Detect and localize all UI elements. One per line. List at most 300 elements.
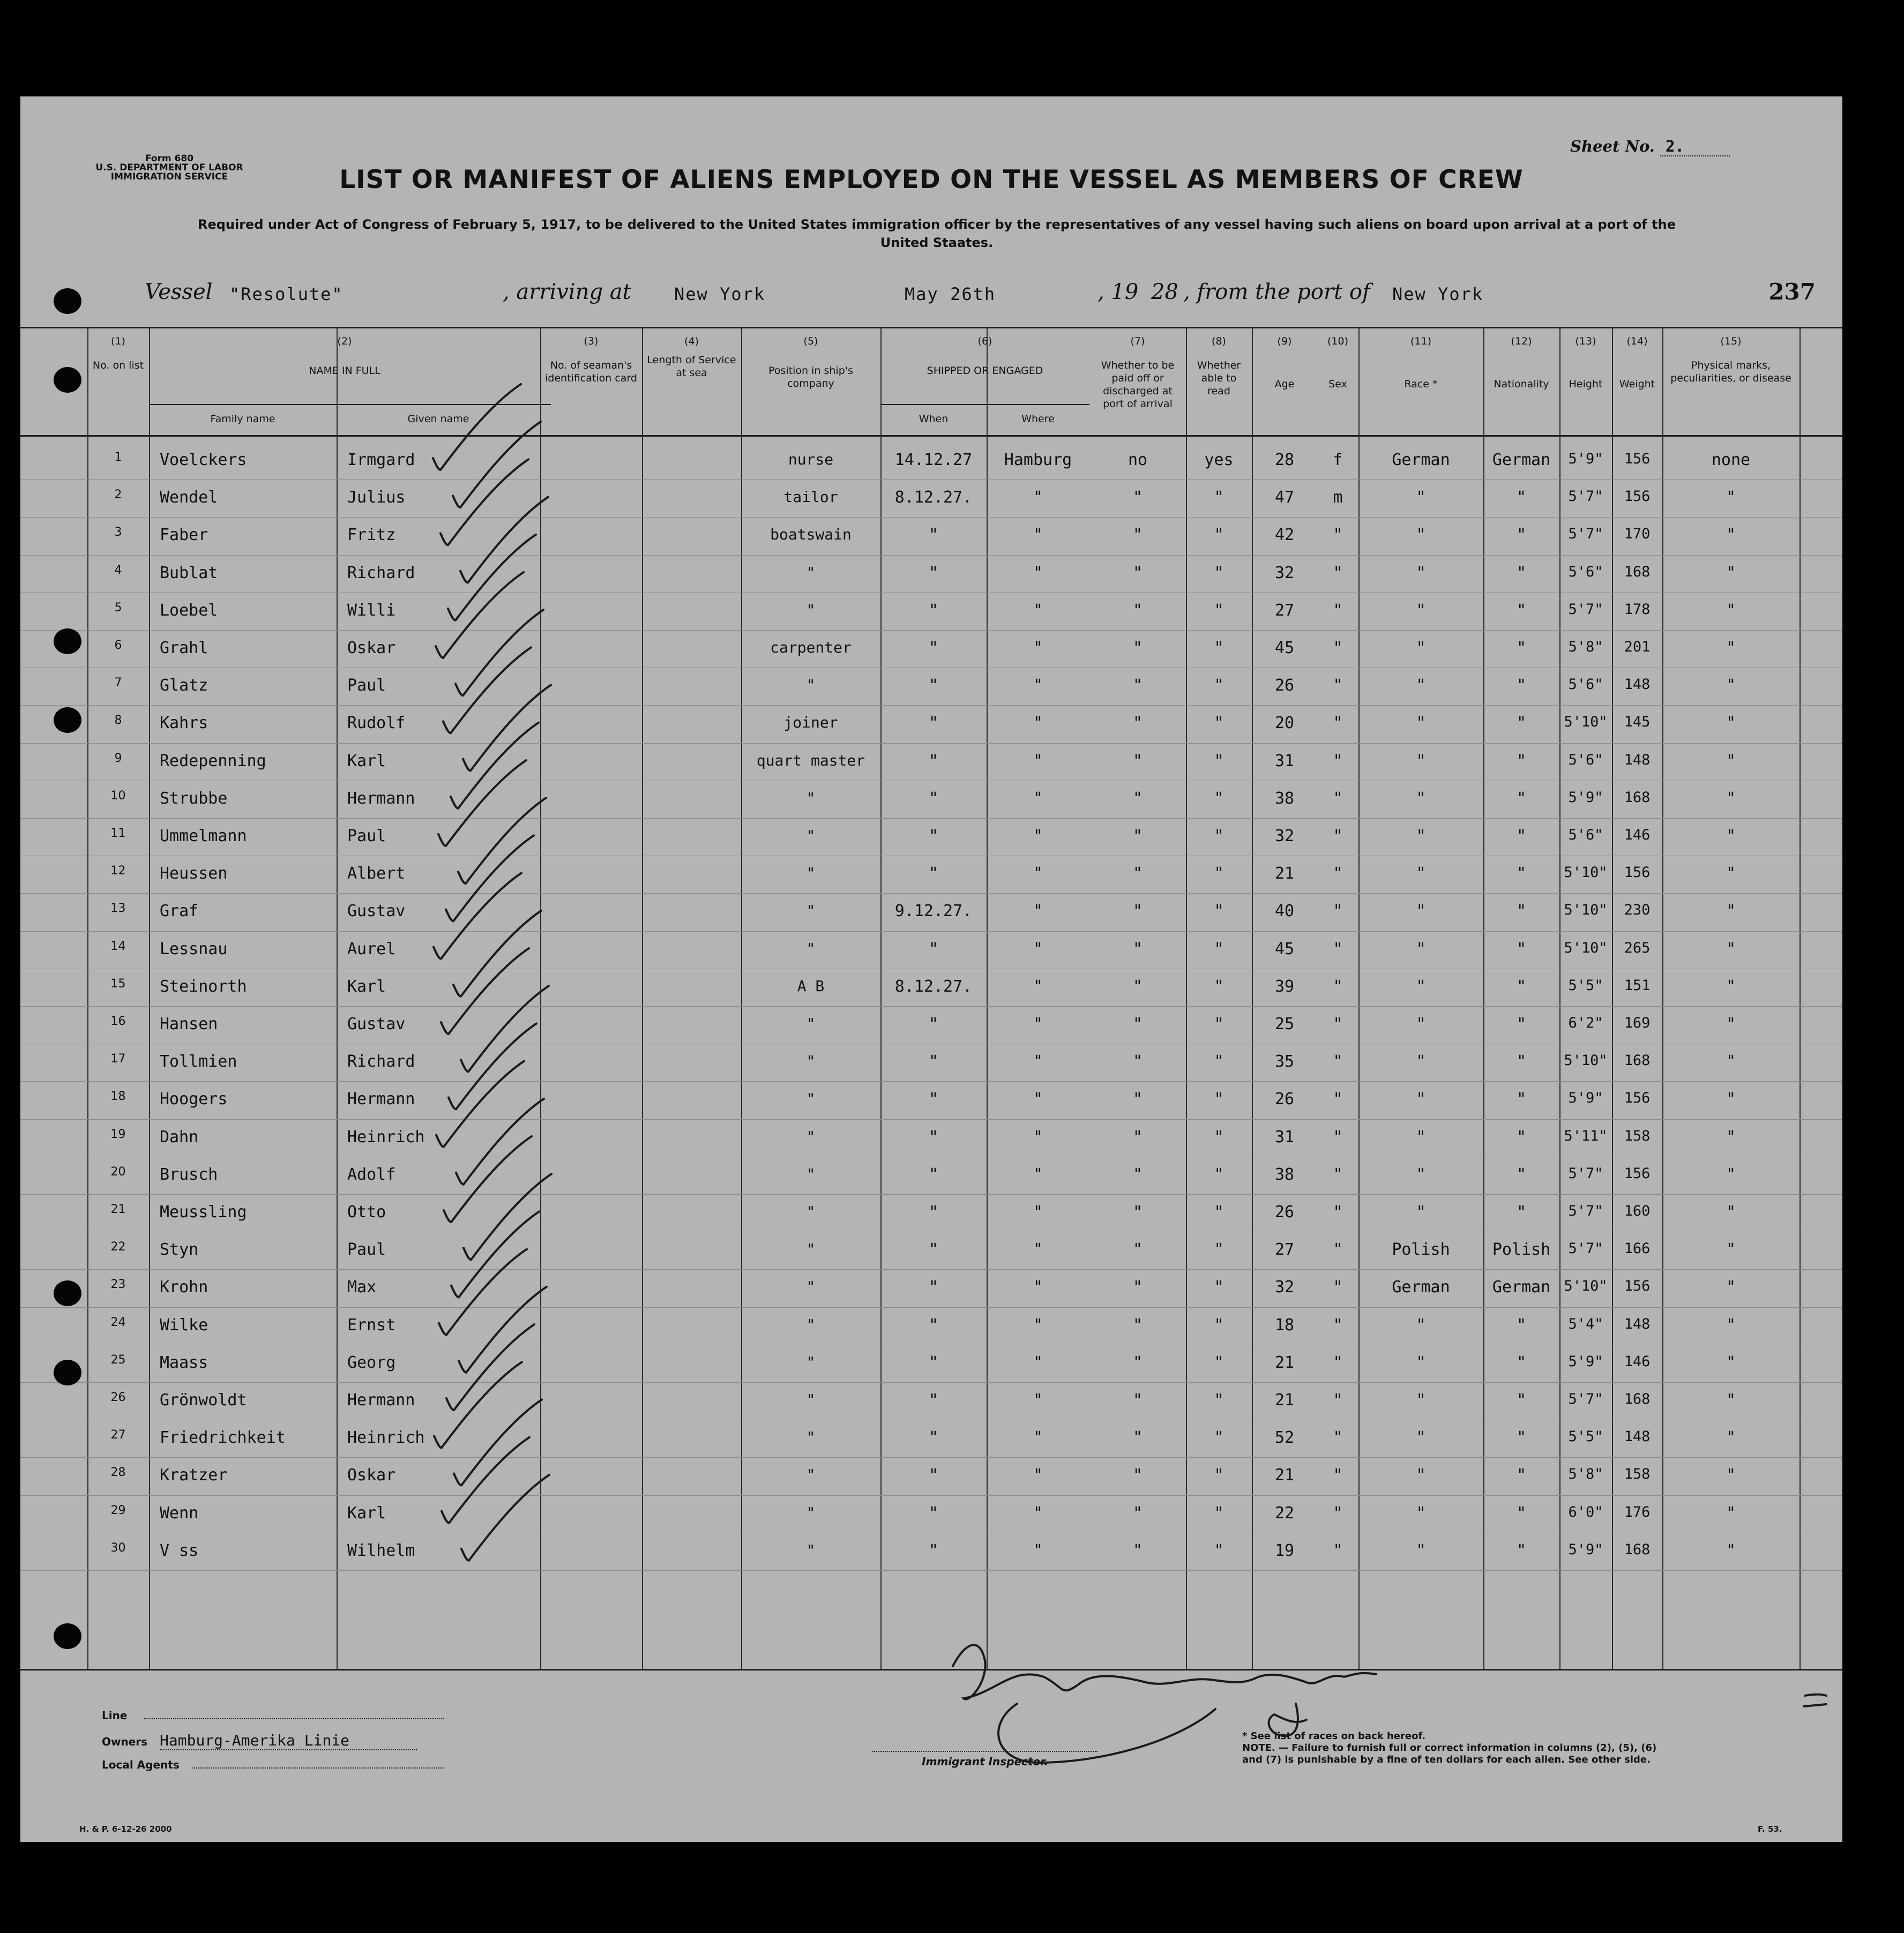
shipped-where: " <box>1033 714 1043 733</box>
paid-off: no <box>1128 451 1148 469</box>
height: 5'9" <box>1568 1541 1603 1558</box>
able-to-read: " <box>1214 1015 1224 1033</box>
header-position: Position in ship's company <box>768 365 853 389</box>
given-name: Albert <box>347 864 406 883</box>
shipped-where: " <box>1033 1315 1043 1335</box>
physical-marks: " <box>1726 1315 1736 1335</box>
position: quart master <box>756 751 865 769</box>
race: " <box>1416 676 1426 695</box>
shipped-when: " <box>928 1503 939 1523</box>
race: " <box>1416 1391 1426 1410</box>
row-number: 8 <box>114 714 122 728</box>
shipped-when: " <box>928 864 939 883</box>
row-number: 3 <box>114 526 122 540</box>
weight: 151 <box>1624 977 1651 994</box>
able-to-read: " <box>1214 1353 1224 1372</box>
shipped-where: " <box>1033 864 1043 883</box>
physical-marks: " <box>1726 1127 1736 1147</box>
nationality: " <box>1516 1466 1527 1485</box>
year-prefix: , 19 <box>1097 280 1139 304</box>
shipped-when: " <box>928 1203 939 1222</box>
race-note: * See list of races on back hereof. <box>1242 1730 1426 1742</box>
shipped-when: " <box>928 1353 939 1372</box>
family-name: Hansen <box>160 1015 218 1033</box>
sex: " <box>1333 751 1343 770</box>
race: " <box>1416 789 1426 808</box>
race: " <box>1416 601 1426 620</box>
paid-off: " <box>1132 1278 1143 1297</box>
physical-marks: " <box>1726 1466 1736 1485</box>
column-number: (15) <box>1720 335 1742 347</box>
shipped-where: " <box>1033 1015 1043 1033</box>
weight: 178 <box>1624 601 1651 618</box>
nationality: " <box>1516 1203 1527 1222</box>
height: 5'10" <box>1564 1052 1608 1069</box>
shipped-where: " <box>1033 526 1043 545</box>
position: " <box>806 601 816 619</box>
shipped-where: " <box>1033 789 1043 808</box>
column-number: (14) <box>1626 335 1648 347</box>
race: Polish <box>1392 1240 1450 1260</box>
family-name: Styn <box>160 1240 199 1260</box>
given-name: Hermann <box>347 1090 415 1109</box>
physical-marks: " <box>1726 601 1736 620</box>
column-number: (10) <box>1327 335 1348 347</box>
position: " <box>806 827 816 844</box>
row-number: 13 <box>110 902 126 916</box>
age: 27 <box>1274 601 1295 620</box>
column-number: (5) <box>803 335 818 347</box>
physical-marks: " <box>1726 1428 1736 1448</box>
height: 5'9" <box>1568 1090 1603 1107</box>
given-name: Hermann <box>347 1391 415 1410</box>
height: 5'10" <box>1564 902 1608 919</box>
position: " <box>806 1052 816 1070</box>
position: " <box>806 1015 816 1032</box>
arriving-port: New York <box>674 284 766 304</box>
position: nurse <box>788 451 834 468</box>
age: 21 <box>1274 864 1295 883</box>
shipped-where: " <box>1033 488 1043 507</box>
row-number: 10 <box>110 789 126 803</box>
department-name: U.S. DEPARTMENT OF LABOR <box>95 162 243 173</box>
race: " <box>1416 864 1426 883</box>
given-name: Adolf <box>347 1165 396 1184</box>
shipped-when: " <box>928 1278 939 1297</box>
binder-hole <box>54 367 81 393</box>
family-name: Strubbe <box>160 789 228 808</box>
row-number: 30 <box>110 1541 126 1555</box>
given-name: Georg <box>347 1353 396 1372</box>
given-name: Julius <box>347 488 406 507</box>
check-mark-icon <box>453 911 541 997</box>
check-mark-icon <box>436 1061 524 1147</box>
height: 6'2" <box>1568 1015 1603 1031</box>
shipped-when: " <box>928 1090 939 1109</box>
nationality: Polish <box>1492 1240 1551 1260</box>
nationality: German <box>1492 451 1551 469</box>
check-mark-icon <box>443 647 531 733</box>
height: 5'7" <box>1568 1240 1603 1257</box>
able-to-read: " <box>1214 488 1224 507</box>
position: boatswain <box>770 526 852 544</box>
row-number: 6 <box>114 639 122 652</box>
column-number: (12) <box>1511 335 1532 347</box>
shipped-when: " <box>928 751 939 770</box>
physical-marks: " <box>1726 1353 1736 1372</box>
check-mark-icon <box>454 1399 542 1485</box>
family-name: Grönwoldt <box>160 1391 247 1410</box>
physical-marks: " <box>1726 1503 1736 1523</box>
check-mark-icon <box>459 1287 547 1373</box>
page-subtitle: Required under Act of Congress of February 5, 1917, to be delivered to the United States immigration officer by the representatives of any vessel having such aliens on board upon arrival at a port of the United Staates. <box>197 217 1676 250</box>
row-number: 16 <box>110 1015 126 1028</box>
sex: " <box>1333 1203 1343 1222</box>
race: " <box>1416 1315 1426 1335</box>
check-mark-icon <box>433 384 521 470</box>
race: " <box>1416 1165 1426 1184</box>
able-to-read: " <box>1214 902 1224 921</box>
height: 5'8" <box>1568 1466 1603 1483</box>
able-to-read: " <box>1214 676 1224 695</box>
race: " <box>1416 526 1426 545</box>
race: " <box>1416 1353 1426 1372</box>
position: " <box>806 1127 816 1145</box>
able-to-read: " <box>1214 751 1224 770</box>
sheet-label: Sheet No. <box>1570 137 1655 155</box>
physical-marks: none <box>1711 451 1751 469</box>
given-name: Karl <box>347 977 386 996</box>
height: 5'7" <box>1568 526 1603 543</box>
column-number: (9) <box>1277 335 1292 347</box>
age: 32 <box>1274 827 1295 845</box>
paid-off: " <box>1132 1090 1143 1109</box>
paid-off: " <box>1132 902 1143 921</box>
paid-off: " <box>1132 1428 1143 1448</box>
given-name: Oskar <box>347 639 396 657</box>
paid-off: " <box>1132 601 1143 620</box>
shipped-where: " <box>1033 639 1043 657</box>
shipped-where: " <box>1033 1466 1043 1485</box>
weight: 148 <box>1624 751 1651 768</box>
check-mark-icon <box>456 1099 544 1185</box>
check-mark-icon <box>456 610 543 695</box>
given-name: Karl <box>347 751 386 770</box>
shipped-where: " <box>1033 676 1043 695</box>
given-name: Paul <box>347 827 386 845</box>
race: German <box>1392 1278 1450 1297</box>
able-to-read: " <box>1214 789 1224 808</box>
age: 26 <box>1274 676 1295 695</box>
check-mark-icon <box>460 497 548 583</box>
check-mark-icon <box>434 873 521 959</box>
height: 5'9" <box>1568 789 1603 806</box>
given-name: Gustav <box>347 1015 406 1033</box>
check-mark-icon <box>446 835 534 921</box>
check-mark-icon <box>442 1437 529 1523</box>
shipped-where: " <box>1033 1127 1043 1147</box>
position: " <box>806 1466 816 1484</box>
shipped-when: " <box>928 1391 939 1410</box>
manifest-sheet <box>20 96 1842 1842</box>
sex: " <box>1333 977 1343 996</box>
nationality: " <box>1516 1015 1527 1033</box>
height: 5'5" <box>1568 977 1603 994</box>
column-number: (11) <box>1410 335 1431 347</box>
sex: " <box>1333 639 1343 657</box>
paid-off: " <box>1132 526 1143 545</box>
family-name: Steinorth <box>160 977 247 996</box>
weight: 168 <box>1624 563 1651 580</box>
row-number: 18 <box>110 1090 126 1104</box>
row-number: 17 <box>110 1052 126 1066</box>
row-number: 12 <box>110 864 126 878</box>
header-family-name: Family name <box>210 413 275 425</box>
physical-marks: " <box>1726 977 1736 996</box>
sex: " <box>1333 1541 1343 1560</box>
given-name: Rudolf <box>347 714 406 733</box>
page-number: 237 <box>1768 279 1816 305</box>
sex: " <box>1333 789 1343 808</box>
family-name: Wilke <box>160 1315 208 1335</box>
check-mark-icon <box>461 986 549 1072</box>
able-to-read: " <box>1214 1203 1224 1222</box>
shipped-where: " <box>1033 977 1043 996</box>
sex: " <box>1333 939 1343 958</box>
check-mark-icon <box>444 1136 532 1222</box>
check-mark-icon <box>440 459 528 545</box>
vessel-label: Vessel <box>145 280 213 304</box>
able-to-read: " <box>1214 1391 1224 1410</box>
race: " <box>1416 1503 1426 1523</box>
family-name: Friedrichkeit <box>160 1428 286 1448</box>
handwritten-page-mark <box>1804 1695 1826 1706</box>
age: 42 <box>1274 526 1295 545</box>
able-to-read: " <box>1214 1127 1224 1147</box>
given-name: Heinrich <box>347 1428 425 1448</box>
physical-marks: " <box>1726 676 1736 695</box>
shipped-when: " <box>928 1541 939 1560</box>
shipped-when: " <box>928 1127 939 1147</box>
sex: " <box>1333 714 1343 733</box>
check-mark-icon <box>451 1211 539 1297</box>
sex: " <box>1333 601 1343 620</box>
sex: " <box>1333 1503 1343 1523</box>
shipped-when: " <box>928 827 939 845</box>
row-number: 15 <box>110 977 126 991</box>
position: " <box>806 1353 816 1371</box>
physical-marks: " <box>1726 902 1736 921</box>
local-agents-label: Local Agents <box>102 1758 180 1771</box>
inspector-signature <box>953 1645 1376 1763</box>
given-name: Karl <box>347 1503 386 1523</box>
weight: 230 <box>1624 902 1651 919</box>
header-shipped: SHIPPED OR ENGAGED <box>927 365 1043 377</box>
paid-off: " <box>1132 1353 1143 1372</box>
row-number: 5 <box>114 601 122 615</box>
shipped-when: " <box>928 601 939 620</box>
family-name: Kahrs <box>160 714 208 733</box>
sex: " <box>1333 526 1343 545</box>
position: carpenter <box>770 639 852 656</box>
weight: 156 <box>1624 1278 1651 1295</box>
paid-off: " <box>1132 1315 1143 1335</box>
family-name: Lessnau <box>160 939 228 958</box>
shipped-when: 8.12.27. <box>894 488 973 507</box>
position: " <box>806 1391 816 1408</box>
family-name: Loebel <box>160 601 218 620</box>
position: " <box>806 676 816 694</box>
shipped-where: " <box>1033 1052 1043 1072</box>
family-name: Faber <box>160 526 208 545</box>
age: 31 <box>1274 751 1295 770</box>
physical-marks: " <box>1726 714 1736 733</box>
weight: 158 <box>1624 1466 1651 1483</box>
nationality: " <box>1516 563 1527 582</box>
given-name: Paul <box>347 1240 386 1260</box>
column-number: (8) <box>1212 335 1226 347</box>
weight: 156 <box>1624 488 1651 505</box>
given-name: Gustav <box>347 902 406 921</box>
weight: 148 <box>1624 1315 1651 1332</box>
row-number: 11 <box>110 827 126 840</box>
family-name: Voelckers <box>160 451 247 469</box>
owners-label: Owners <box>102 1735 148 1748</box>
penalty-note: NOTE. — Failure to furnish full or correct information in columns (2), (5), (6) and (7) is punishable by a fine of ten dollars for each alien. See other side. <box>1242 1742 1657 1765</box>
given-name: Hermann <box>347 789 415 808</box>
from-port: New York <box>1392 284 1484 304</box>
paid-off: " <box>1132 1203 1143 1222</box>
height: 5'7" <box>1568 1391 1603 1407</box>
given-name: Richard <box>347 563 415 582</box>
age: 38 <box>1274 789 1295 808</box>
arriving-label: , arriving at <box>503 280 631 304</box>
family-name: Tollmien <box>160 1052 237 1072</box>
sheet-value: 2. <box>1660 137 1730 156</box>
sex: " <box>1333 864 1343 883</box>
race: " <box>1416 977 1426 996</box>
age: 20 <box>1274 714 1295 733</box>
weight: 148 <box>1624 676 1651 693</box>
weight: 158 <box>1624 1127 1651 1144</box>
height: 5'6" <box>1568 751 1603 768</box>
shipped-when: " <box>928 1165 939 1184</box>
height: 5'6" <box>1568 827 1603 843</box>
nationality: " <box>1516 526 1527 545</box>
position: " <box>806 1240 816 1258</box>
shipped-where: " <box>1033 1391 1043 1410</box>
check-mark-icon <box>438 760 526 846</box>
able-to-read: " <box>1214 939 1224 958</box>
shipped-where: " <box>1033 563 1043 582</box>
shipped-when: " <box>928 676 939 695</box>
column-number: (3) <box>584 335 599 347</box>
position: " <box>806 902 816 920</box>
sex: " <box>1333 1165 1343 1184</box>
age: 45 <box>1274 639 1295 657</box>
physical-marks: " <box>1726 1165 1736 1184</box>
given-name: Irmgard <box>347 451 415 469</box>
header-height: Height <box>1569 378 1603 390</box>
able-to-read: " <box>1214 1503 1224 1523</box>
race: " <box>1416 1203 1426 1222</box>
able-to-read: " <box>1214 601 1224 620</box>
sex: m <box>1333 488 1343 507</box>
shipped-where: " <box>1033 1203 1043 1222</box>
age: 21 <box>1274 1391 1295 1410</box>
physical-marks: " <box>1726 1541 1736 1560</box>
column-number: (6) <box>977 335 992 347</box>
physical-marks: " <box>1726 751 1736 770</box>
height: 5'7" <box>1568 488 1603 505</box>
immigrant-inspector-label: Immigrant Inspector. <box>872 1751 1097 1768</box>
nationality: " <box>1516 789 1527 808</box>
form-number: Form 680 <box>145 153 194 164</box>
binder-hole <box>54 707 81 733</box>
paid-off: " <box>1132 1240 1143 1260</box>
able-to-read: " <box>1214 563 1224 582</box>
family-name: Wendel <box>160 488 218 507</box>
header-name-in-full: NAME IN FULL <box>309 365 380 377</box>
nationality: " <box>1516 1353 1527 1372</box>
age: 26 <box>1274 1203 1295 1222</box>
shipped-where: " <box>1033 1165 1043 1184</box>
able-to-read: " <box>1214 639 1224 657</box>
binder-hole <box>54 1360 81 1385</box>
from-port-label: , from the port of <box>1183 280 1370 304</box>
weight: 156 <box>1624 1165 1651 1182</box>
sex: " <box>1333 827 1343 845</box>
weight: 168 <box>1624 1541 1651 1558</box>
binder-hole <box>54 1280 81 1306</box>
nationality: " <box>1516 827 1527 845</box>
nationality: " <box>1516 1503 1527 1523</box>
column-number: (7) <box>1130 335 1145 347</box>
shipped-where: " <box>1033 601 1043 620</box>
shipped-when: 8.12.27. <box>894 977 973 996</box>
physical-marks: " <box>1726 639 1736 657</box>
shipped-when: " <box>928 1466 939 1485</box>
position: tailor <box>783 488 838 506</box>
age: 45 <box>1274 939 1295 958</box>
header-length-service: Length of Service at sea <box>647 354 736 379</box>
physical-marks: " <box>1726 1391 1736 1410</box>
height: 5'11" <box>1564 1127 1608 1144</box>
owners-value: Hamburg-Amerika Linie <box>160 1732 417 1750</box>
height: 5'10" <box>1564 1278 1608 1295</box>
age: 31 <box>1274 1127 1295 1147</box>
physical-marks: " <box>1726 563 1736 582</box>
row-number: 4 <box>114 563 122 577</box>
able-to-read: " <box>1214 1315 1224 1335</box>
check-mark-icon <box>448 535 536 620</box>
check-mark-icon <box>458 798 546 883</box>
row-number: 25 <box>110 1353 126 1367</box>
sex: " <box>1333 1428 1343 1448</box>
race: " <box>1416 751 1426 770</box>
height: 5'10" <box>1564 939 1608 956</box>
nationality: " <box>1516 1391 1527 1410</box>
sex: f <box>1333 451 1343 469</box>
race: " <box>1416 488 1426 507</box>
physical-marks: " <box>1726 1278 1736 1297</box>
weight: 168 <box>1624 1391 1651 1407</box>
row-number: 26 <box>110 1391 126 1404</box>
paid-off: " <box>1132 1541 1143 1560</box>
header-marks: Physical marks, peculiarities, or disease <box>1670 359 1791 384</box>
header-when: When <box>919 413 949 425</box>
sex: " <box>1333 676 1343 695</box>
